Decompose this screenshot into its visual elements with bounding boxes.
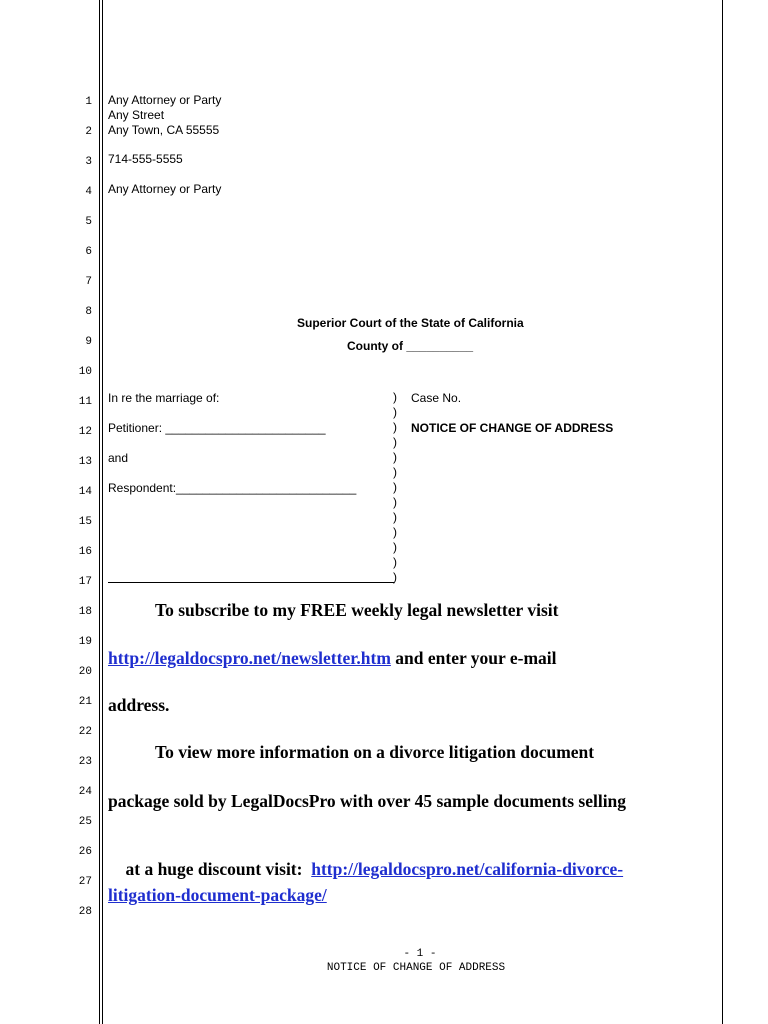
line-number: 15 — [78, 516, 92, 528]
footer-title: NOTICE OF CHANGE OF ADDRESS — [326, 962, 506, 974]
caption-and: and — [108, 451, 129, 465]
caption-marriage: In re the marriage of: — [108, 391, 220, 405]
caption-paren: ) — [393, 405, 397, 419]
paragraph-2-line-1: To view more information on a divorce litigation document — [155, 742, 595, 762]
divorce-package-link-part-1[interactable]: http://legaldocspro.net/california-divorce- — [311, 859, 624, 879]
attorney-street: Any Street — [108, 108, 165, 122]
case-number-label: Case No. — [411, 391, 462, 405]
attorney-phone: 714-555-5555 — [108, 152, 183, 166]
line-number: 5 — [85, 216, 92, 228]
caption-respondent: Respondent:___________________________ — [108, 481, 357, 495]
line-number: 26 — [78, 846, 92, 858]
line-number: 17 — [78, 576, 92, 588]
line-number: 1 — [85, 96, 92, 108]
line-number: 20 — [78, 666, 92, 678]
caption-bottom-rule — [108, 582, 394, 583]
paragraph-2-text: at a huge discount visit: — [125, 859, 312, 879]
left-margin-rule-inner — [102, 0, 103, 1024]
caption-paren: ) — [393, 510, 397, 524]
document-title: NOTICE OF CHANGE OF ADDRESS — [411, 421, 614, 435]
line-number: 14 — [78, 486, 92, 498]
line-number: 4 — [85, 186, 92, 198]
line-number: 6 — [85, 246, 92, 258]
page-number: - 1 - — [403, 948, 437, 960]
line-number: 21 — [78, 696, 92, 708]
line-number: 24 — [78, 786, 92, 798]
paragraph-1-text: and enter your e-mail — [390, 648, 557, 668]
caption-paren: ) — [393, 495, 397, 509]
court-county: County of __________ — [347, 339, 474, 353]
caption-petitioner: Petitioner: ________________________ — [108, 421, 326, 435]
court-name: Superior Court of the State of California — [297, 316, 524, 330]
paragraph-1-line-1: To subscribe to my FREE weekly legal newsletter visit — [155, 600, 559, 620]
caption-paren: ) — [393, 480, 397, 494]
left-margin-rule-outer — [99, 0, 100, 1024]
line-number: 8 — [85, 306, 92, 318]
attorney-representing: Any Attorney or Party — [108, 182, 222, 196]
line-number: 19 — [78, 636, 92, 648]
line-number: 9 — [85, 336, 92, 348]
paragraph-2-line-2: package sold by LegalDocsPro with over 45 sample documents selling — [108, 791, 627, 811]
divorce-package-link-part-2[interactable]: litigation-document-package/ — [108, 885, 327, 905]
caption-paren: ) — [393, 450, 397, 464]
caption-paren: ) — [393, 525, 397, 539]
paragraph-2-line-4 — [108, 885, 327, 906]
line-number: 7 — [85, 276, 92, 288]
caption-paren: ) — [393, 435, 397, 449]
right-margin-rule — [722, 0, 723, 1024]
caption-paren: ) — [393, 540, 397, 554]
line-number: 13 — [78, 456, 92, 468]
attorney-city: Any Town, CA 55555 — [108, 123, 220, 137]
newsletter-link[interactable]: http://legaldocspro.net/newsletter.htm — [108, 648, 391, 668]
attorney-name: Any Attorney or Party — [108, 93, 222, 107]
line-number: 27 — [78, 876, 92, 888]
line-number: 2 — [85, 126, 92, 138]
line-number: 10 — [78, 366, 92, 378]
line-number: 3 — [85, 156, 92, 168]
line-number: 11 — [78, 396, 92, 408]
paragraph-1-line-3: address. — [108, 695, 170, 715]
caption-paren: ) — [393, 465, 397, 479]
line-number: 22 — [78, 726, 92, 738]
caption-paren: ) — [393, 555, 397, 569]
caption-paren: ) — [393, 570, 397, 584]
caption-paren: ) — [393, 420, 397, 434]
line-number: 28 — [78, 906, 92, 918]
line-number: 12 — [78, 426, 92, 438]
line-number: 16 — [78, 546, 92, 558]
line-number: 23 — [78, 756, 92, 768]
line-number: 18 — [78, 606, 92, 618]
line-number: 25 — [78, 816, 92, 828]
caption-paren: ) — [393, 390, 397, 404]
paragraph-1-line-2 — [108, 648, 557, 669]
